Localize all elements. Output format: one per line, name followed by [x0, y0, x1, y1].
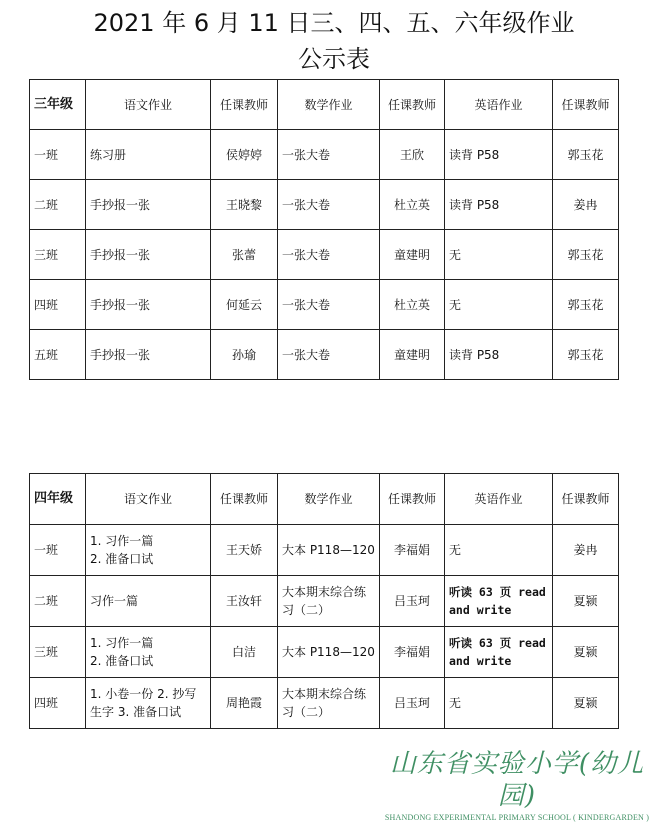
grade4-table-cell: 白洁: [211, 627, 278, 678]
grade3-table-cell: 手抄报一张: [86, 330, 211, 380]
grade3-table-cell: 手抄报一张: [86, 180, 211, 230]
grade4-table-cell: 王汝轩: [211, 576, 278, 627]
grade4-table-cell: 一班: [30, 525, 86, 576]
grade3-table-cell: 一张大卷: [278, 230, 380, 280]
grade4-table-cell: 二班: [30, 576, 86, 627]
grade3-table-cell: 郭玉花: [553, 280, 619, 330]
grade4-header-row: [30, 474, 619, 525]
grade3-table-cell: 张蕾: [211, 230, 278, 280]
grade4-table-cell: 大本期末综合练习（二）: [278, 678, 380, 729]
grade3-table-cell: 读背 P58: [445, 180, 553, 230]
grade3-header-cell: 三年级: [30, 80, 86, 130]
grade3-header-cell: 英语作业: [445, 80, 553, 130]
grade3-table-cell: 郭玉花: [553, 230, 619, 280]
grade4-table-cell: 吕玉珂: [380, 576, 445, 627]
grade4-table-cell: 听读 63 页 read and write: [445, 576, 553, 627]
grade4-header-cell: 任课教师: [380, 474, 445, 525]
grade3-header-cell: 任课教师: [380, 80, 445, 130]
grade4-header-cell: 任课教师: [211, 474, 278, 525]
grade3-table-cell: 童建明: [380, 230, 445, 280]
school-logo-chinese: 山东省实验小学(幼儿园): [389, 749, 645, 811]
grade3-table-cell: 一班: [30, 130, 86, 180]
grade3-table-row: [30, 180, 619, 230]
grade4-header-cell: 语文作业: [86, 474, 211, 525]
grade4-header-cell: 英语作业: [445, 474, 553, 525]
grade4-table-cell: 夏颍: [553, 627, 619, 678]
grade4-table-cell: 大本 P118—120: [278, 627, 380, 678]
grade3-table-cell: 五班: [30, 330, 86, 380]
grade3-table-cell: 练习册: [86, 130, 211, 180]
grade3-table-cell: 四班: [30, 280, 86, 330]
grade4-header-cell: 数学作业: [278, 474, 380, 525]
grade4-table-cell: 大本期末综合练习（二）: [278, 576, 380, 627]
grade3-table-cell: 郭玉花: [553, 330, 619, 380]
grade3-table-row: [30, 280, 619, 330]
grade4-table-cell: 大本 P118—120: [278, 525, 380, 576]
grade3-table-cell: 杜立英: [380, 180, 445, 230]
page-title-line1: 2021 年 6 月 11 日三、四、五、六年级作业: [93, 9, 575, 37]
grade4-table-row: [30, 525, 619, 576]
grade3-table-cell: 孙瑜: [211, 330, 278, 380]
grade3-table-cell: 杜立英: [380, 280, 445, 330]
grade4-header-cell: 任课教师: [553, 474, 619, 525]
grade3-table-row: [30, 130, 619, 180]
grade3-table-cell: 郭玉花: [553, 130, 619, 180]
grade4-table-row: [30, 576, 619, 627]
grade3-table-cell: 无: [445, 230, 553, 280]
grade3-table-cell: 一张大卷: [278, 180, 380, 230]
grade3-header-row: [30, 80, 619, 130]
grade3-header-cell: 语文作业: [86, 80, 211, 130]
grade3-table-cell: 无: [445, 280, 553, 330]
grade4-table: [29, 473, 619, 729]
grade4-table-cell: 1. 习作一篇 2. 准备口试: [86, 627, 211, 678]
grade3-table-cell: 侯婷婷: [211, 130, 278, 180]
grade4-table-cell: 王天娇: [211, 525, 278, 576]
grade4-table-row: [30, 627, 619, 678]
grade4-table-cell: 四班: [30, 678, 86, 729]
grade3-table-cell: 二班: [30, 180, 86, 230]
grade4-table-cell: 习作一篇: [86, 576, 211, 627]
grade3-table-cell: 王欣: [380, 130, 445, 180]
grade4-table-cell: 姜冉: [553, 525, 619, 576]
grade3-table-row: [30, 330, 619, 380]
grade4-table-row: [30, 678, 619, 729]
grade3-table: [29, 79, 619, 380]
grade3-table-cell: 王晓黎: [211, 180, 278, 230]
grade4-table-cell: 三班: [30, 627, 86, 678]
grade3-table-cell: 手抄报一张: [86, 280, 211, 330]
grade3-table-cell: 童建明: [380, 330, 445, 380]
grade3-table-cell: 一张大卷: [278, 280, 380, 330]
grade3-table-cell: 一张大卷: [278, 130, 380, 180]
grade3-header-cell: 任课教师: [211, 80, 278, 130]
grade3-table-cell: 姜冉: [553, 180, 619, 230]
grade3-table-row: [30, 230, 619, 280]
grade4-table-cell: 听读 63 页 read and write: [445, 627, 553, 678]
grade3-table-cell: 读背 P58: [445, 130, 553, 180]
grade4-table-cell: 周艳霞: [211, 678, 278, 729]
grade3-table-cell: 何延云: [211, 280, 278, 330]
grade3-table-cell: 手抄报一张: [86, 230, 211, 280]
grade4-table-cell: 夏颍: [553, 576, 619, 627]
grade4-table-cell: 无: [445, 525, 553, 576]
grade4-table-cell: 夏颍: [553, 678, 619, 729]
grade3-header-cell: 任课教师: [553, 80, 619, 130]
grade4-header-cell: 四年级: [30, 474, 86, 525]
grade4-table-cell: 1. 习作一篇 2. 准备口试: [86, 525, 211, 576]
grade3-table-cell: 读背 P58: [445, 330, 553, 380]
school-logo: [372, 748, 662, 824]
grade3-table-cell: 一张大卷: [278, 330, 380, 380]
grade3-table-cell: 三班: [30, 230, 86, 280]
grade4-table-cell: 无: [445, 678, 553, 729]
grade4-table-cell: 吕玉珂: [380, 678, 445, 729]
grade3-header-cell: 数学作业: [278, 80, 380, 130]
page-title-line2: 公示表: [298, 45, 370, 73]
grade4-table-cell: 李福娟: [380, 627, 445, 678]
grade4-table-cell: 1. 小卷一份 2. 抄写生字 3. 准备口试: [86, 678, 211, 729]
grade4-table-cell: 李福娟: [380, 525, 445, 576]
school-logo-english: SHANDONG EXPERIMENTAL PRIMARY SCHOOL ( KINDERGARDEN ): [384, 813, 650, 822]
